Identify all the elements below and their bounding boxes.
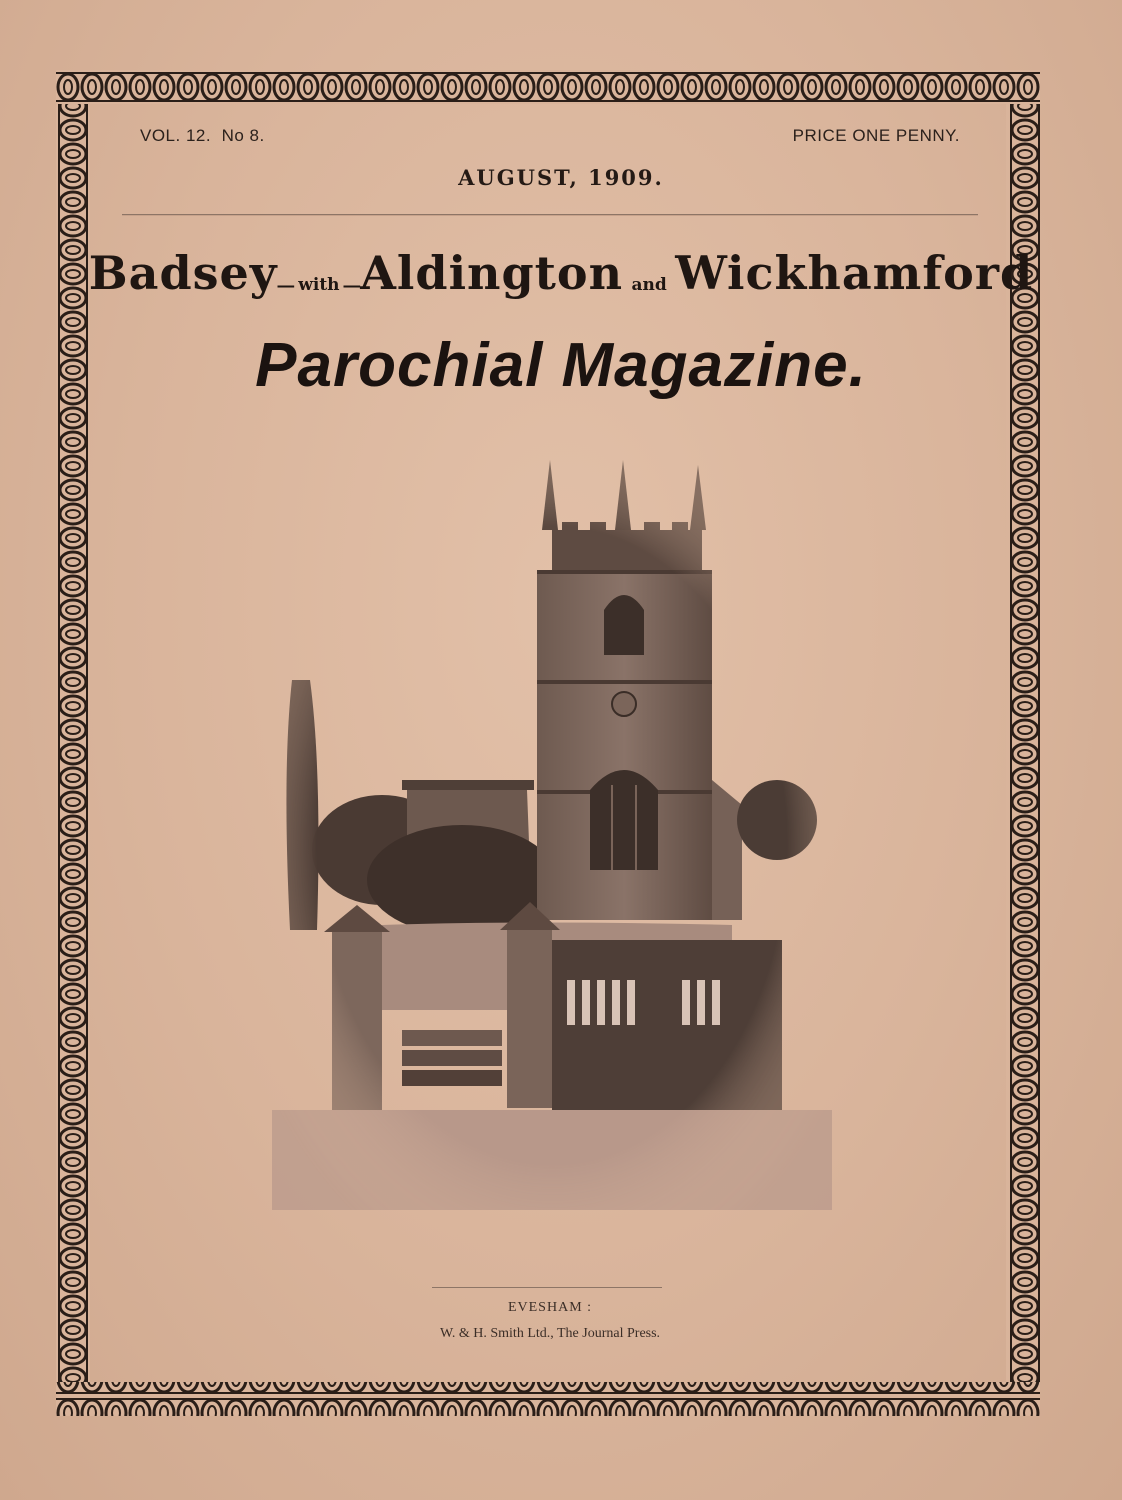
- volume-number: [140, 126, 265, 146]
- title-wickhamford: Wickhamford: [675, 246, 1034, 300]
- footer-rule: [432, 1287, 662, 1288]
- parish-title: Badsey– with –Aldington and Wickhamford: [88, 246, 1034, 301]
- issue-number: No 8.: [221, 126, 265, 145]
- title-and: and: [631, 274, 667, 295]
- header-rule: [122, 214, 978, 216]
- publisher-name: W. & H. Smith Ltd., The Journal Press.: [439, 1326, 661, 1341]
- issue-date: AUGUST, 1909.: [458, 165, 664, 190]
- price-label: PRICE ONE PENNY.: [792, 126, 960, 145]
- title-with: with: [298, 274, 340, 295]
- church-photograph: [272, 450, 832, 1210]
- volume-label: VOL. 12.: [140, 126, 212, 145]
- title-aldington: Aldington: [360, 246, 624, 300]
- magazine-subtitle: Parochial Magazine.: [255, 331, 867, 400]
- publication-place: EVESHAM :: [507, 1300, 593, 1315]
- title-badsey: Badsey: [88, 246, 278, 300]
